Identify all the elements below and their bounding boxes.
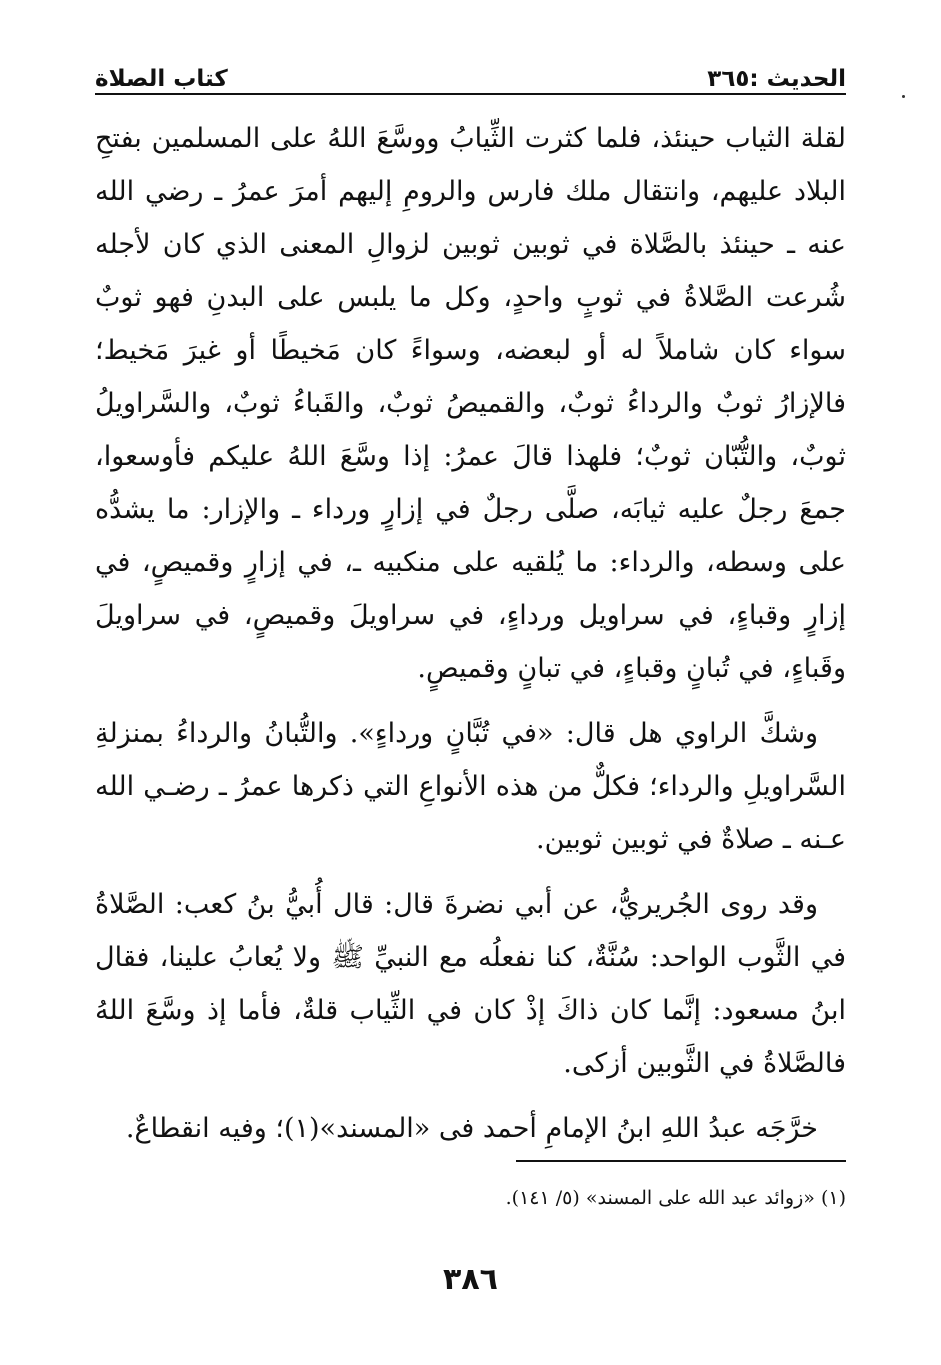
footnote-divider (516, 1160, 846, 1162)
paragraph-3: وقد روى الجُريريُّ، عن أبي نضرةَ قال: قال أُبيُّ بنُ كعب: الصَّلاةُ في الثَّوب الواحد: سُنَّةٌ، كنا نفعلُه مع النبيِّ ﷺ ولا يُعابُ علينا، فقال ابنُ مسعود: إنَّما كان ذاكَ إذْ كان في الثِّياب قلةٌ، فأما إذ وسَّعَ اللهُ فالصَّلاةُ في الثَّوبين أزكى. (95, 889, 846, 1079)
paragraph-2: وشكَّ الراوي هل قال: «في تُبَّانٍ ورداءٍ». والتُّبانُ والرداءُ بمنزلةِ السَّراويلِ والرداء؛ فكلٌّ من هذه الأنواعِ التي ذكرها عمرُ ـ رضـي الله عـنه ـ صلاةٌ في ثوبين ثوبين. (95, 718, 846, 855)
book-title: كتاب الصلاة (95, 66, 228, 92)
header-divider (95, 93, 846, 95)
main-text (95, 112, 846, 1167)
page-number: ٣٨٦ (443, 1262, 498, 1297)
paragraph-4: خرَّجَه عبدُ اللهِ ابنُ الإمامِ أحمد فى «المسند»(١)؛ وفيه انقطاعٌ. (125, 1113, 818, 1144)
scan-speck (902, 95, 905, 98)
hadith-number: الحديث :٣٦٥ (707, 66, 846, 92)
paragraph-1: لقلة الثياب حينئذ، فلما كثرت الثِّيابُ ووسَّعَ اللهُ على المسلمين بفتحِ البلاد عليهم، وانتقال ملك فارس والرومِ إليهم أمرَ عمرُ ـ رضي الله عنه ـ حينئذ بالصَّلاة في ثوبين ثوبين لزوالِ المعنى الذي كان لأجله شُرعت الصَّلاةُ في ثوبٍ واحدٍ، وكل ما يلبس على البدنِ فهو ثوبٌ سواء كان شاملاً له أو لبعضه، وسواءً كان مَخيطًا أو غيرَ مَخيط؛ فالإزارُ ثوبٌ والرداءُ ثوبٌ، والقميصُ ثوبٌ، والقَباءُ ثوبٌ، والسَّراويلُ ثوبٌ، والتُّبّان ثوبٌ؛ فلهذا قالَ عمرُ: إذا وسَّعَ اللهُ عليكم فأوسعوا، جمعَ رجلٌ عليه ثيابَه، صلَّى رجلٌ في إزارٍ ورداء ـ والإزار: ما يشدُّه على وسطه، والرداء: ما يُلقيه على منكبيه ـ، في إزارٍ وقميصٍ، في إزارٍ وقباءٍ، في سراويل ورداءٍ، في سراويلَ وقميصٍ، في سراويلَ وقَباءٍ، في تُبانٍ وقباءٍ، في تبانٍ وقميصٍ. (95, 123, 846, 684)
footnote: (١) «زوائد عبد الله على المسند» (٥/ ١٤١). (505, 1187, 846, 1209)
running-header (95, 52, 846, 92)
